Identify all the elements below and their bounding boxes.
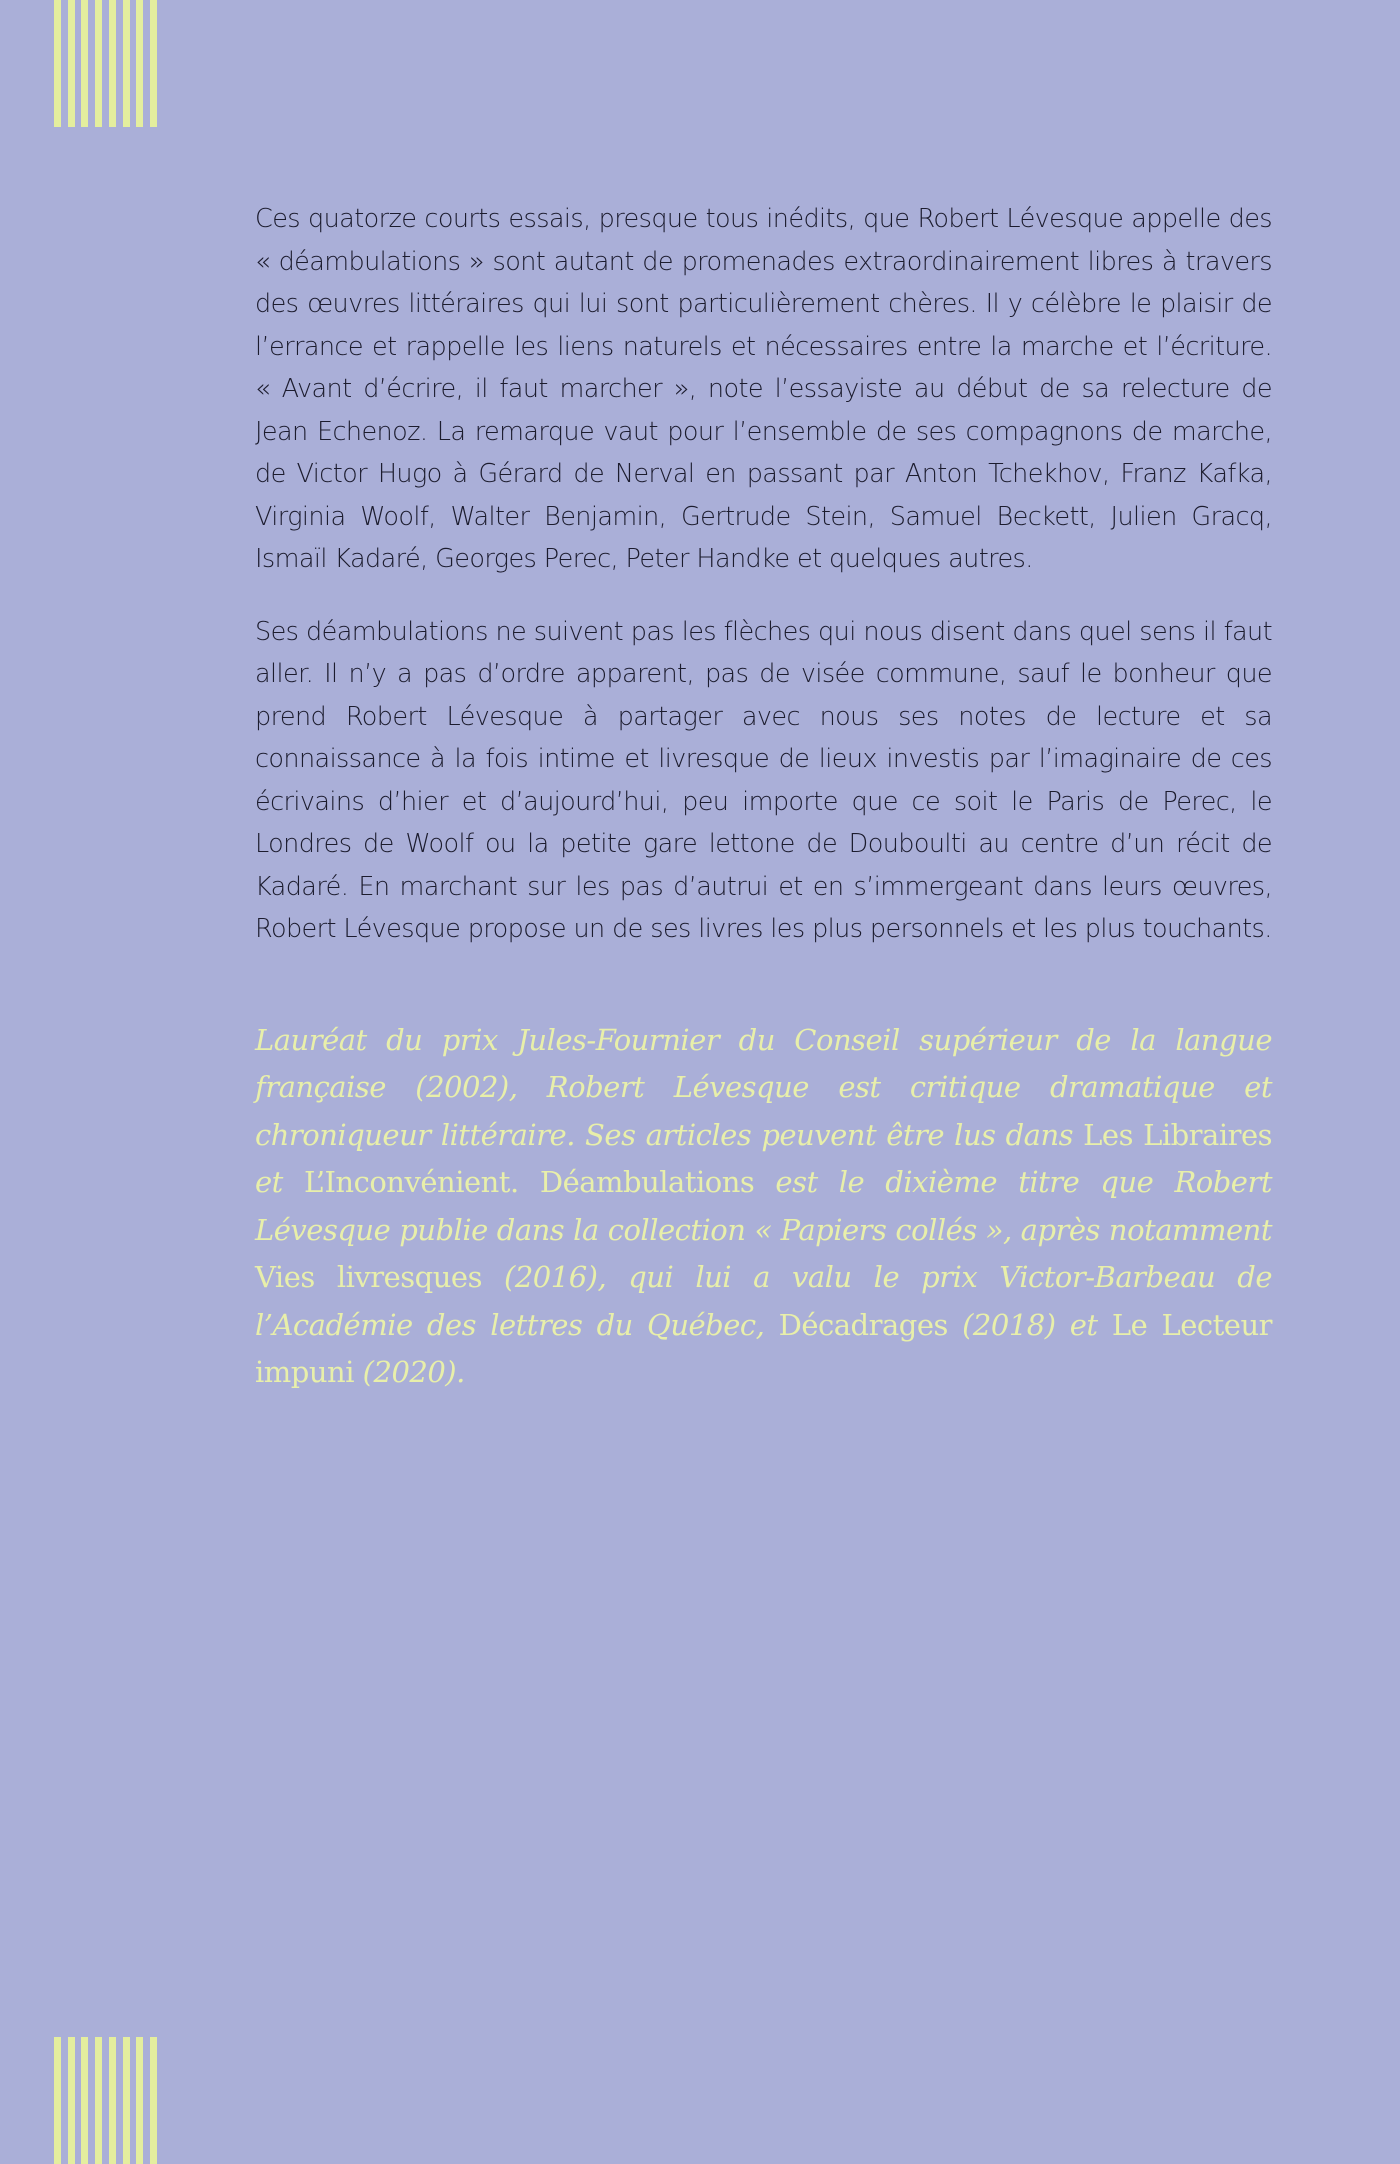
book-title: L’Inconvénient.: [303, 1165, 519, 1199]
book-title: Vies livresques: [255, 1260, 482, 1294]
book-title: Décadrages: [778, 1307, 948, 1342]
stripe: [136, 2037, 143, 2164]
stripe: [68, 0, 75, 127]
bottom-stripes-decoration: [54, 2037, 157, 2164]
stripe: [54, 0, 61, 127]
bio-text: (2016), qui lui a valu le prix Victor-Barbeau de l’Académie des lettres du Québec,: [255, 1260, 1272, 1342]
stripe: [150, 2037, 157, 2164]
stripe: [81, 0, 88, 127]
author-bio: [255, 1017, 1272, 1397]
top-stripes-decoration: [54, 0, 157, 127]
stripe: [95, 0, 102, 127]
stripe: [54, 2037, 61, 2164]
book-title: Le Lecteur impuni: [255, 1307, 1272, 1389]
description-paragraph-2: Ses déambulations ne suivent pas les flèches qui nous disent dans quel sens il faut aller. Il n’y a pas d’ordre apparent, pas de visée commune, sauf le bonheur que prend Robert Lévesque à partager avec nous ses notes de lecture et sa connaissance à la fois intime et livresque de lieux investis par l’imaginaire de ces écrivains d’hier et d’aujourd’hui, peu importe que ce soit le Paris de Perec, le Londres de Woolf ou la petite gare lettone de Douboulti au centre d’un récit de Kadaré. En marchant sur les pas d’autrui et en s’immergeant dans leurs œuvres, Robert Lévesque propose un de ses livres les plus personnels et les plus touchants.: [255, 616, 1272, 944]
stripe: [123, 0, 130, 127]
bio-text: Lauréat du prix Jules-Fournier du Conseil supérieur de la langue française (2002), Robert Lévesque est critique dramatique et chroniqueur littéraire. Ses articles peuvent être lus dans: [255, 1022, 1272, 1152]
book-title: Déambulations: [539, 1165, 755, 1199]
bio-text: (2018) et: [947, 1307, 1112, 1342]
bio-text: [519, 1165, 540, 1199]
stripe: [81, 2037, 88, 2164]
stripe: [136, 0, 143, 127]
bio-text: est le dixième titre que Robert Lévesque publie dans la collection « Papiers collés », après notamment: [255, 1165, 1272, 1247]
stripe: [123, 2037, 130, 2164]
bio-text: et: [255, 1165, 304, 1199]
description-paragraph-1: Ces quatorze courts essais, presque tous inédits, que Robert Lévesque appelle des « déambulations » sont autant de promenades extraordinairement libres à travers des œuvres littéraires qui lui sont particulièrement chères. Il y célèbre le plaisir de l’errance et rappelle les liens naturels et nécessaires entre la marche et l’écriture. « Avant d’écrire, il faut marcher », note l’essayiste au début de sa relecture de Jean Echenoz. La remarque vaut pour l’ensemble de ses compagnons de marche, de Victor Hugo à Gérard de Nerval en passant par Anton Tchekhov, Franz Kafka, Virginia Woolf, Walter Benjamin, Gertrude Stein, Samuel Beckett, Julien Gracq, Ismaïl Kadaré, Georges Perec, Peter Handke et quelques autres.: [255, 204, 1272, 574]
back-cover-text: [255, 198, 1272, 1397]
book-title: Les Libraires: [1083, 1117, 1273, 1152]
bio-text: (2020).: [353, 1355, 465, 1389]
stripe: [68, 2037, 75, 2164]
stripe: [95, 2037, 102, 2164]
stripe: [109, 0, 116, 127]
stripe: [150, 0, 157, 127]
stripe: [109, 2037, 116, 2164]
